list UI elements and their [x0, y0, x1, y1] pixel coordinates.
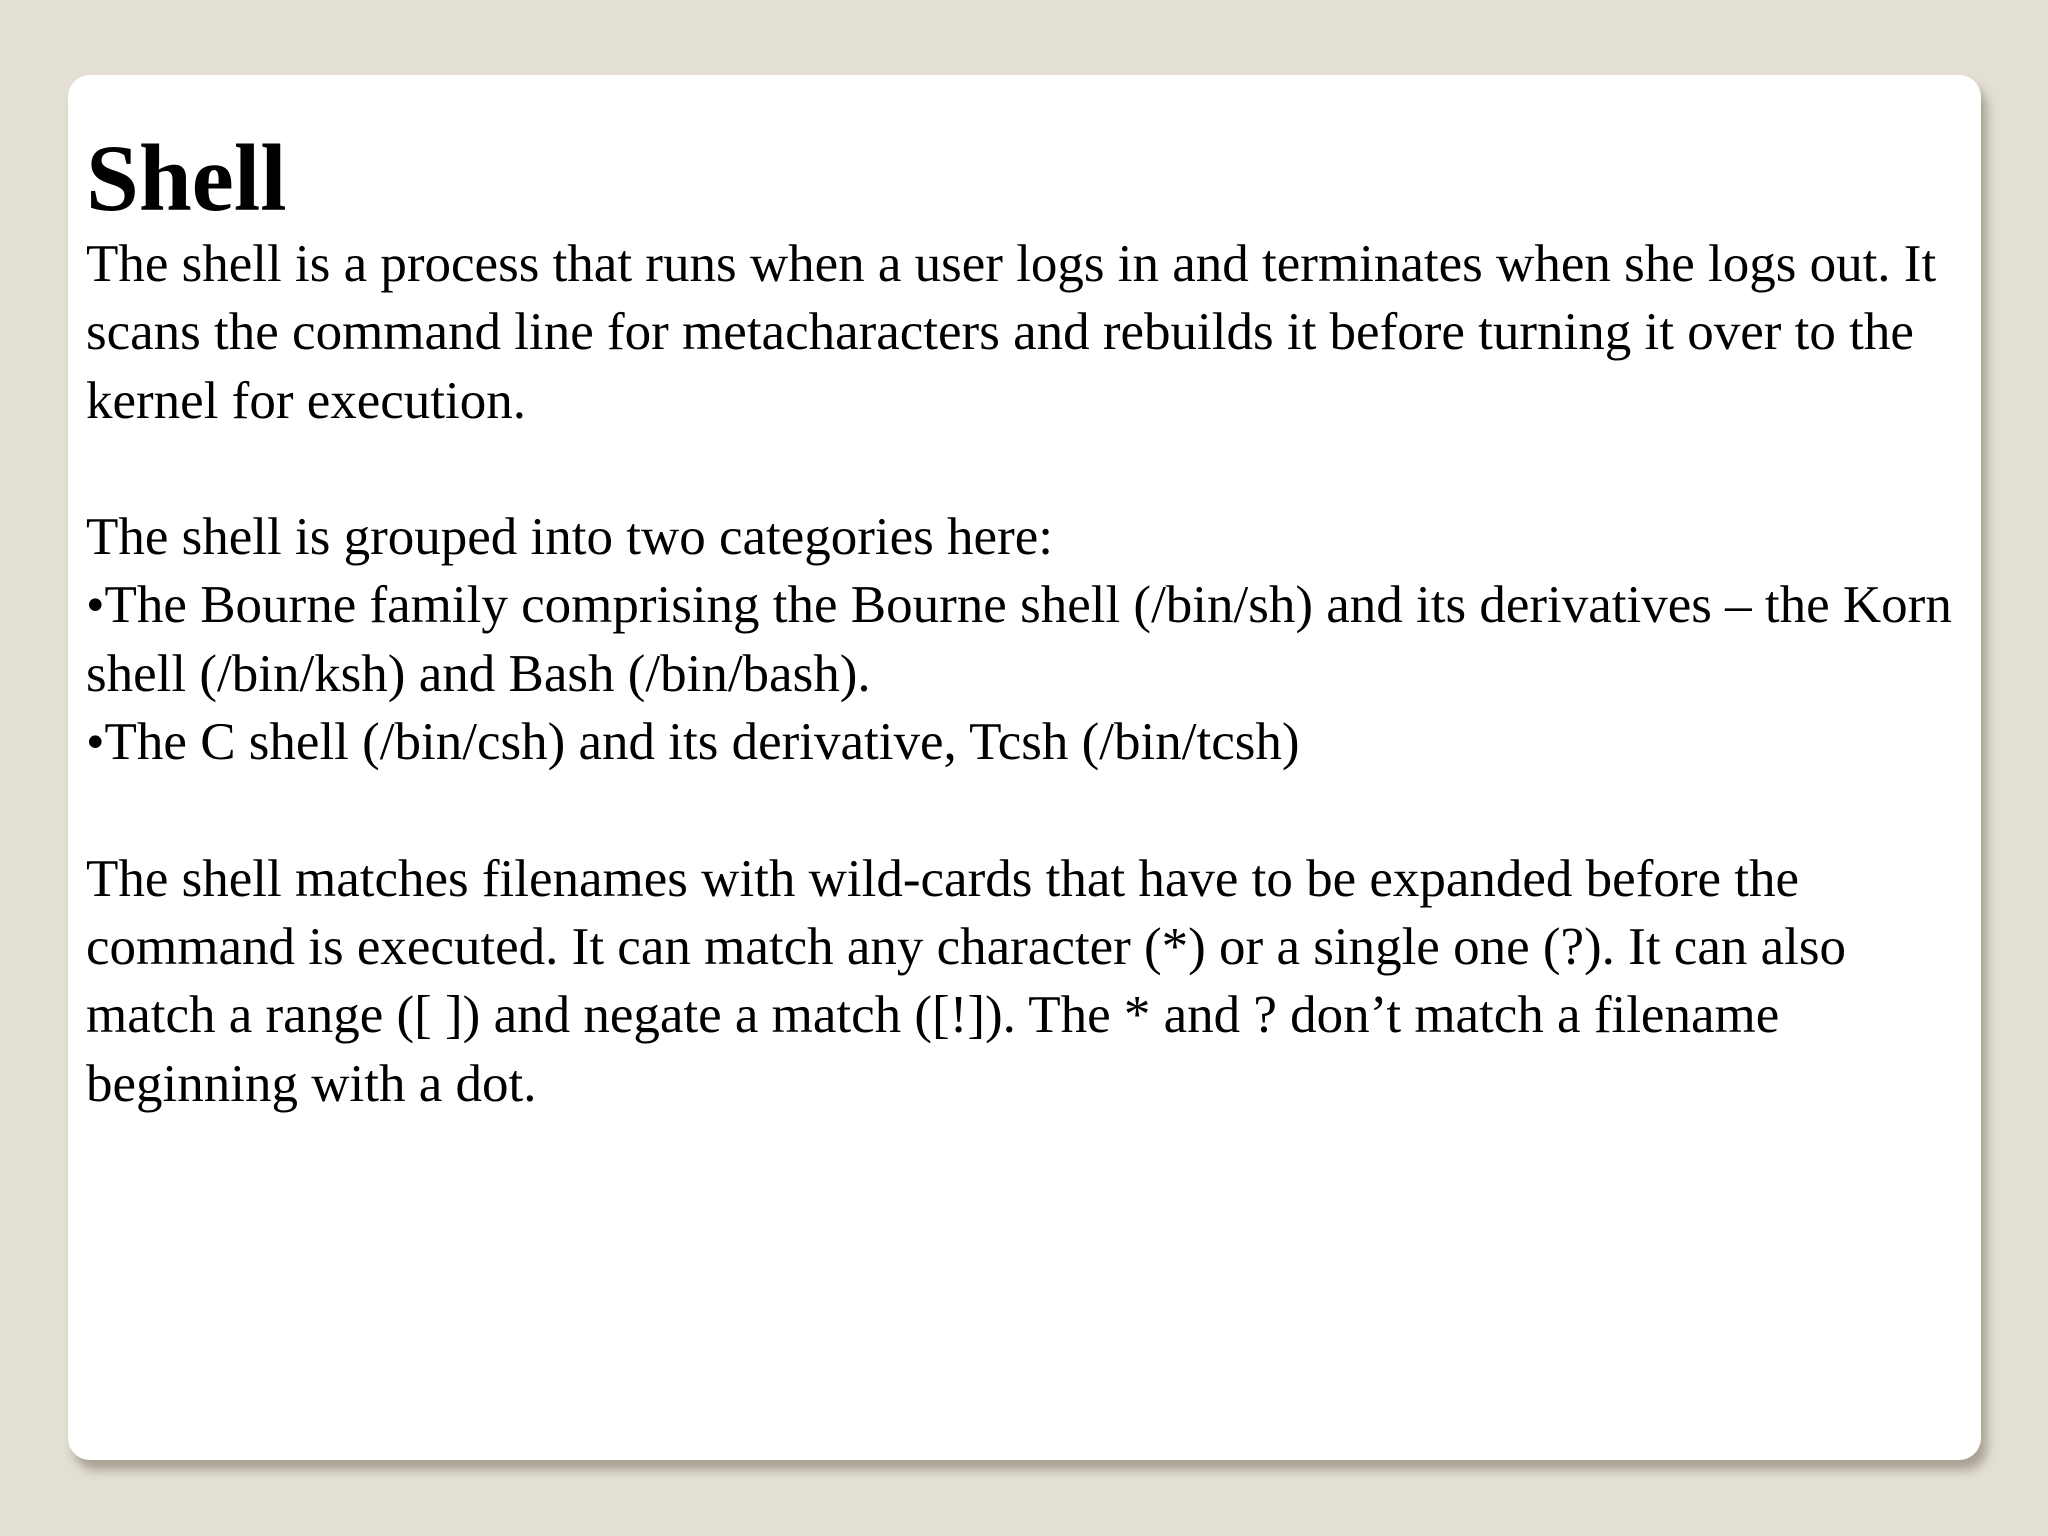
slide-body	[86, 230, 1966, 1118]
paragraph-shell-definition: The shell is a process that runs when a user logs in and terminates when she logs out. It scans the command line for metacharacters and rebuilds it before turning it over to the kernel for execution.	[86, 235, 1937, 430]
paragraph-categories-intro: The shell is grouped into two categories here:	[86, 508, 1053, 567]
slide-title: Shell	[86, 125, 287, 231]
bullet-c-shell: •The C shell (/bin/csh) and its derivative, Tcsh (/bin/tcsh)	[86, 713, 1300, 772]
paragraph-wildcards: The shell matches filenames with wild-cards that have to be expanded before the command is executed. It can match any character (*) or a single one (?). It can also match a range ([ ]) and negate a match ([!]). The * and ? don’t match a filename beginning with a dot.	[86, 849, 1846, 1113]
slide-card	[68, 75, 1981, 1460]
bullet-bourne-family: •The Bourne family comprising the Bourne shell (/bin/sh) and its derivatives – the Korn shell (/bin/ksh) and Bash (/bin/bash).	[86, 576, 1952, 703]
